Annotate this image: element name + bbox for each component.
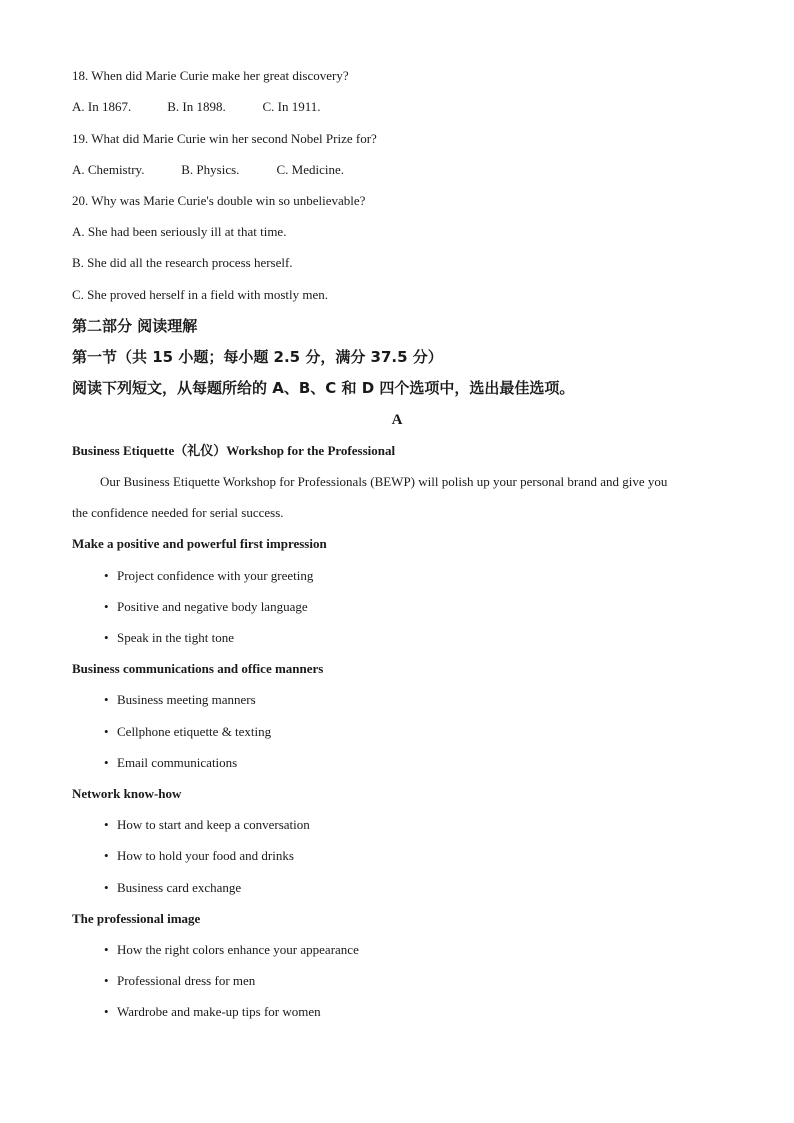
group-heading: Network know-how	[72, 786, 182, 801]
option-a: A. In 1867.	[72, 99, 132, 114]
group-heading: Business communications and office manners	[72, 661, 324, 676]
bullet-item: • Email communications	[104, 755, 238, 770]
question-19-stem: 19. What did Marie Curie win her second Nobel Prize for?	[72, 131, 377, 146]
passage-title: Business Etiquette（礼仪）Workshop for the Professional	[72, 443, 396, 458]
bullet-item: • Business card exchange	[104, 880, 242, 895]
group-heading: The professional image	[72, 911, 201, 926]
section-instruction: 阅读下列短文，从每题所给的 A、B、C 和 D 四个选项中，选出最佳选项。	[72, 379, 575, 397]
bullet-item: • Speak in the tight tone	[104, 630, 234, 645]
option-b: B. Physics.	[181, 162, 240, 177]
bullet-item: • Cellphone etiquette & texting	[104, 724, 272, 739]
bullet-item: • Business meeting manners	[104, 692, 256, 707]
question-18-stem: 18. When did Marie Curie make her great discovery?	[72, 68, 349, 83]
question-18-options	[72, 98, 321, 116]
bullet-item: • How the right colors enhance your appearance	[104, 942, 359, 957]
option-c: C. In 1911.	[262, 99, 321, 114]
question-19-options	[72, 161, 344, 179]
bullet-item: • Project confidence with your greeting	[104, 568, 314, 583]
option-b: B. In 1898.	[167, 99, 226, 114]
bullet-item: • Professional dress for men	[104, 973, 256, 988]
question-20-option-b: B. She did all the research process herself.	[72, 255, 293, 270]
passage-intro-line1: Our Business Etiquette Workshop for Professionals (BEWP) will polish up your personal brand and give you	[100, 474, 668, 489]
bullet-item: • Positive and negative body language	[104, 599, 308, 614]
passage-intro-line2: the confidence needed for serial success.	[72, 505, 284, 520]
bullet-item: • How to hold your food and drinks	[104, 848, 294, 863]
question-20-option-c: C. She proved herself in a field with mostly men.	[72, 287, 328, 302]
group-heading: Make a positive and powerful first impression	[72, 536, 327, 551]
question-20-stem: 20. Why was Marie Curie's double win so unbelievable?	[72, 193, 366, 208]
section-subtitle: 第一节（共 15 小题；每小题 2.5 分，满分 37.5 分）	[72, 348, 443, 366]
question-20-option-a: A. She had been seriously ill at that time.	[72, 224, 287, 239]
part-title: 第二部分 阅读理解	[72, 317, 198, 335]
option-a: A. Chemistry.	[72, 162, 145, 177]
passage-letter: A	[391, 412, 403, 428]
bullet-item: • Wardrobe and make-up tips for women	[104, 1004, 321, 1019]
bullet-item: • How to start and keep a conversation	[104, 817, 310, 832]
option-c: C. Medicine.	[276, 162, 345, 177]
